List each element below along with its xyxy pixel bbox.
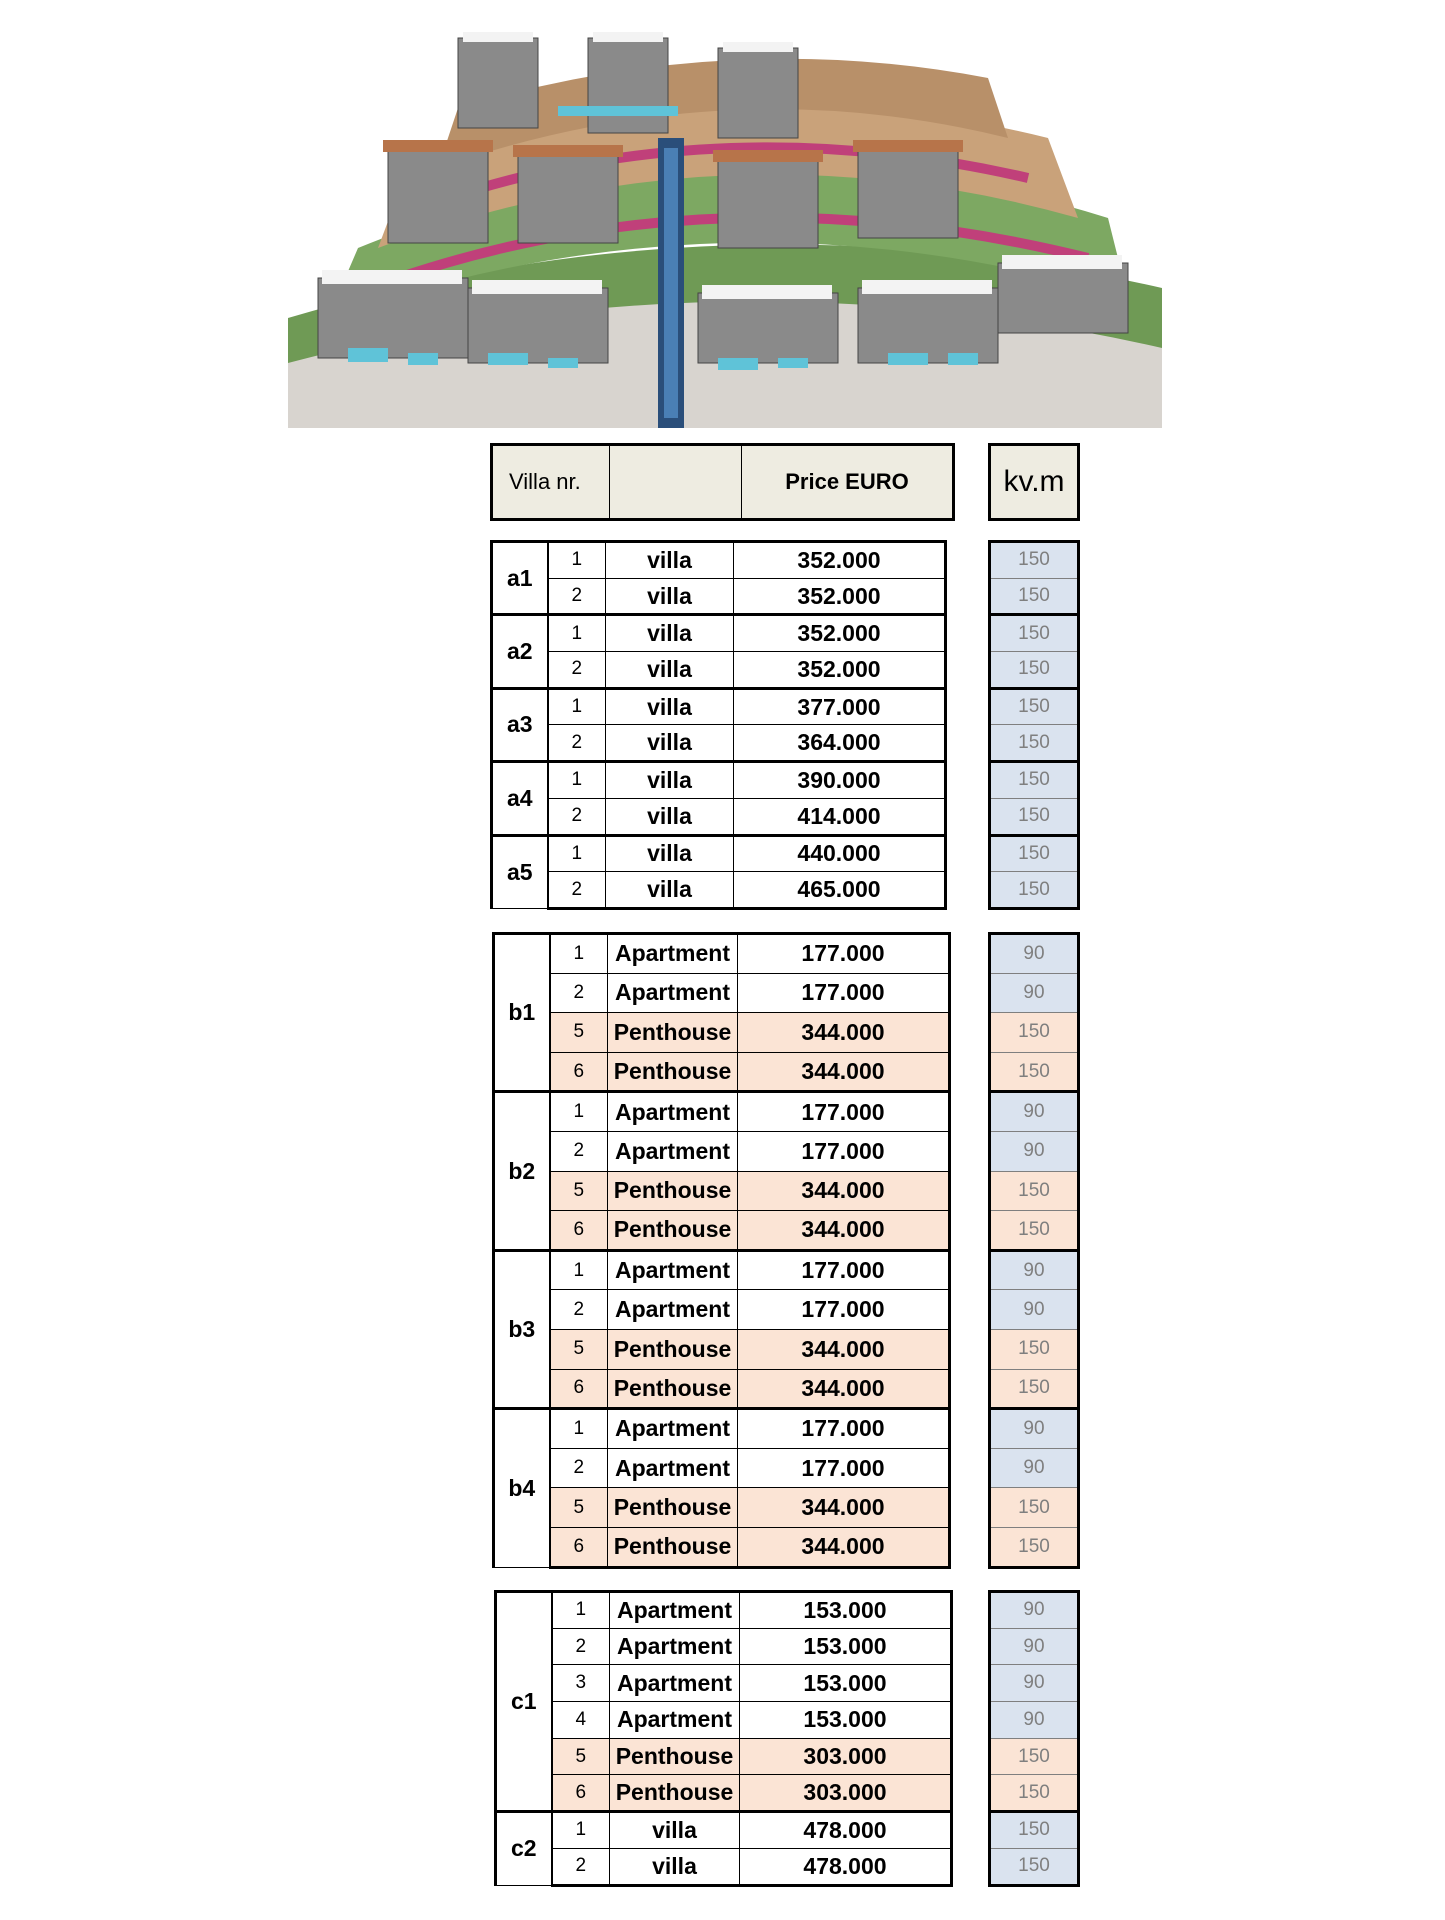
unit-number: 6 <box>550 1211 608 1251</box>
header-price: Price EURO <box>742 445 954 520</box>
header-area: kv.m <box>988 443 1080 521</box>
group-code: b2 <box>494 1092 550 1250</box>
unit-type: villa <box>610 1812 740 1849</box>
unit-number: 2 <box>550 1131 608 1171</box>
unit-type: Apartment <box>608 1250 738 1290</box>
unit-type: Apartment <box>610 1702 740 1739</box>
unit-number: 2 <box>548 652 606 689</box>
unit-price: 364.000 <box>734 725 946 762</box>
unit-number: 5 <box>552 1738 610 1775</box>
table-row <box>494 1250 950 1290</box>
unit-area: 150 <box>990 1052 1079 1092</box>
unit-area: 90 <box>990 1290 1079 1330</box>
unit-number: 6 <box>550 1052 608 1092</box>
area-row <box>990 542 1079 579</box>
unit-area: 90 <box>990 1448 1079 1488</box>
unit-area: 150 <box>990 1738 1079 1775</box>
table-row <box>492 615 946 652</box>
area-row <box>990 1131 1079 1171</box>
unit-type: villa <box>606 835 734 872</box>
unit-type: Penthouse <box>608 1211 738 1251</box>
table-row <box>496 1738 952 1775</box>
unit-area: 150 <box>990 1329 1079 1369</box>
area-row <box>990 1013 1079 1053</box>
unit-price: 153.000 <box>740 1665 952 1702</box>
area-section-3 <box>988 1590 1080 1887</box>
table-row <box>496 1702 952 1739</box>
unit-price: 478.000 <box>740 1848 952 1885</box>
table-row <box>496 1848 952 1885</box>
unit-number: 5 <box>550 1171 608 1211</box>
unit-area: 150 <box>990 835 1079 872</box>
group-code: a5 <box>492 835 548 908</box>
unit-number: 2 <box>548 725 606 762</box>
unit-area: 150 <box>990 1848 1079 1885</box>
unit-type: villa <box>606 542 734 579</box>
area-row <box>990 1092 1079 1132</box>
table-row <box>494 934 950 974</box>
table-row <box>492 872 946 909</box>
unit-type: Apartment <box>608 1409 738 1449</box>
unit-price: 344.000 <box>738 1329 950 1369</box>
unit-number: 1 <box>550 1250 608 1290</box>
table-row <box>494 1131 950 1171</box>
area-row <box>990 615 1079 652</box>
unit-type: Penthouse <box>608 1369 738 1409</box>
unit-area: 150 <box>990 798 1079 835</box>
unit-type: Apartment <box>608 1131 738 1171</box>
area-row <box>990 1409 1079 1449</box>
area-row <box>990 1592 1079 1629</box>
area-row <box>990 1250 1079 1290</box>
unit-type: Apartment <box>608 934 738 974</box>
unit-price: 177.000 <box>738 973 950 1013</box>
unit-number: 1 <box>548 762 606 799</box>
group-code: a3 <box>492 688 548 761</box>
unit-price: 303.000 <box>740 1738 952 1775</box>
unit-price: 352.000 <box>734 542 946 579</box>
unit-area: 90 <box>990 1131 1079 1171</box>
unit-number: 6 <box>550 1369 608 1409</box>
unit-area: 150 <box>990 1369 1079 1409</box>
unit-area: 150 <box>990 1775 1079 1812</box>
table-row <box>496 1775 952 1812</box>
table-row <box>492 798 946 835</box>
group-code: b1 <box>494 934 550 1092</box>
table-row <box>494 1329 950 1369</box>
group-code: a4 <box>492 762 548 835</box>
unit-number: 5 <box>550 1488 608 1528</box>
unit-number: 2 <box>550 973 608 1013</box>
table-row <box>494 1171 950 1211</box>
unit-type: Apartment <box>610 1592 740 1629</box>
unit-number: 1 <box>548 615 606 652</box>
unit-price: 177.000 <box>738 1448 950 1488</box>
area-section-2 <box>988 932 1080 1569</box>
area-row <box>990 1848 1079 1885</box>
unit-area: 90 <box>990 1250 1079 1290</box>
unit-number: 5 <box>550 1013 608 1053</box>
unit-price: 344.000 <box>738 1052 950 1092</box>
area-row <box>990 688 1079 725</box>
table-row <box>494 1448 950 1488</box>
unit-area: 150 <box>990 1013 1079 1053</box>
unit-price: 177.000 <box>738 1250 950 1290</box>
unit-price: 153.000 <box>740 1702 952 1739</box>
group-code: c2 <box>496 1812 552 1885</box>
unit-price: 344.000 <box>738 1013 950 1053</box>
unit-area: 90 <box>990 973 1079 1013</box>
unit-type: villa <box>606 798 734 835</box>
unit-price: 177.000 <box>738 1092 950 1132</box>
area-row <box>990 1329 1079 1369</box>
area-row <box>990 1290 1079 1330</box>
unit-area: 90 <box>990 1628 1079 1665</box>
header-villa-nr: Villa nr. <box>492 445 610 520</box>
unit-number: 3 <box>552 1665 610 1702</box>
unit-number: 1 <box>548 688 606 725</box>
table-row <box>494 1488 950 1528</box>
table-row <box>494 1369 950 1409</box>
unit-type: Penthouse <box>610 1738 740 1775</box>
unit-price: 344.000 <box>738 1171 950 1211</box>
unit-price: 153.000 <box>740 1592 952 1629</box>
area-row <box>990 798 1079 835</box>
unit-type: Penthouse <box>608 1013 738 1053</box>
unit-number: 2 <box>548 578 606 615</box>
group-code: a1 <box>492 542 548 615</box>
unit-price: 177.000 <box>738 934 950 974</box>
unit-type: villa <box>606 725 734 762</box>
table-row <box>494 1409 950 1449</box>
unit-area: 150 <box>990 1211 1079 1251</box>
unit-number: 2 <box>552 1628 610 1665</box>
unit-number: 1 <box>550 1409 608 1449</box>
area-row <box>990 872 1079 909</box>
area-row <box>990 835 1079 872</box>
area-row <box>990 1775 1079 1812</box>
unit-type: villa <box>606 688 734 725</box>
unit-number: 1 <box>550 1092 608 1132</box>
unit-number: 6 <box>552 1775 610 1812</box>
price-section-1 <box>490 540 947 910</box>
price-section-2 <box>492 932 951 1569</box>
unit-price: 414.000 <box>734 798 946 835</box>
unit-price: 153.000 <box>740 1628 952 1665</box>
unit-type: Penthouse <box>608 1329 738 1369</box>
unit-area: 150 <box>990 872 1079 909</box>
table-row <box>496 1592 952 1629</box>
group-code: c1 <box>496 1592 552 1812</box>
table-row <box>494 1211 950 1251</box>
complex-rendering <box>288 18 1162 428</box>
unit-price: 390.000 <box>734 762 946 799</box>
unit-type: villa <box>606 578 734 615</box>
unit-price: 344.000 <box>738 1527 950 1567</box>
table-row <box>494 1052 950 1092</box>
unit-area: 150 <box>990 615 1079 652</box>
unit-number: 1 <box>548 542 606 579</box>
unit-number: 2 <box>550 1290 608 1330</box>
unit-number: 4 <box>552 1702 610 1739</box>
area-row <box>990 1527 1079 1567</box>
unit-area: 150 <box>990 1527 1079 1567</box>
unit-type: Apartment <box>608 1290 738 1330</box>
unit-number: 1 <box>552 1592 610 1629</box>
table-row <box>492 725 946 762</box>
group-code: b4 <box>494 1409 550 1567</box>
unit-area: 150 <box>990 762 1079 799</box>
price-table-header <box>490 443 955 521</box>
unit-number: 2 <box>552 1848 610 1885</box>
unit-number: 6 <box>550 1527 608 1567</box>
area-row <box>990 934 1079 974</box>
unit-type: Penthouse <box>608 1171 738 1211</box>
area-row <box>990 1665 1079 1702</box>
area-row <box>990 725 1079 762</box>
unit-price: 465.000 <box>734 872 946 909</box>
unit-number: 1 <box>548 835 606 872</box>
unit-type: Apartment <box>608 1092 738 1132</box>
unit-type: Penthouse <box>608 1488 738 1528</box>
area-row <box>990 1702 1079 1739</box>
unit-type: villa <box>606 872 734 909</box>
unit-area: 150 <box>990 1488 1079 1528</box>
header-type <box>610 445 742 520</box>
unit-type: Penthouse <box>610 1775 740 1812</box>
unit-price: 177.000 <box>738 1290 950 1330</box>
table-row <box>492 688 946 725</box>
unit-price: 377.000 <box>734 688 946 725</box>
table-row <box>496 1628 952 1665</box>
unit-type: villa <box>606 652 734 689</box>
unit-area: 90 <box>990 934 1079 974</box>
unit-type: Apartment <box>608 973 738 1013</box>
unit-type: Penthouse <box>608 1527 738 1567</box>
unit-price: 177.000 <box>738 1409 950 1449</box>
unit-number: 2 <box>548 872 606 909</box>
table-row <box>496 1812 952 1849</box>
area-row <box>990 1628 1079 1665</box>
price-section-3 <box>494 1590 953 1887</box>
table-row <box>494 1092 950 1132</box>
unit-area: 90 <box>990 1665 1079 1702</box>
area-row <box>990 652 1079 689</box>
unit-type: villa <box>610 1848 740 1885</box>
unit-area: 90 <box>990 1592 1079 1629</box>
unit-type: Apartment <box>610 1665 740 1702</box>
unit-number: 1 <box>550 934 608 974</box>
unit-area: 150 <box>990 688 1079 725</box>
table-row <box>492 652 946 689</box>
group-code: b3 <box>494 1250 550 1408</box>
group-code: a2 <box>492 615 548 688</box>
table-row <box>492 762 946 799</box>
table-row <box>492 578 946 615</box>
unit-price: 478.000 <box>740 1812 952 1849</box>
area-row <box>990 1052 1079 1092</box>
unit-area: 150 <box>990 725 1079 762</box>
unit-price: 344.000 <box>738 1211 950 1251</box>
unit-area: 150 <box>990 1171 1079 1211</box>
unit-type: Apartment <box>608 1448 738 1488</box>
area-row <box>990 762 1079 799</box>
area-row <box>990 1488 1079 1528</box>
area-row <box>990 1171 1079 1211</box>
area-row <box>990 1448 1079 1488</box>
area-row <box>990 1369 1079 1409</box>
table-row <box>494 1013 950 1053</box>
unit-price: 344.000 <box>738 1369 950 1409</box>
unit-price: 303.000 <box>740 1775 952 1812</box>
unit-number: 2 <box>550 1448 608 1488</box>
unit-price: 177.000 <box>738 1131 950 1171</box>
unit-number: 2 <box>548 798 606 835</box>
area-section-1 <box>988 540 1080 910</box>
unit-type: villa <box>606 615 734 652</box>
unit-price: 352.000 <box>734 652 946 689</box>
table-row <box>494 973 950 1013</box>
unit-price: 352.000 <box>734 578 946 615</box>
unit-number: 5 <box>550 1329 608 1369</box>
unit-type: Penthouse <box>608 1052 738 1092</box>
table-row <box>496 1665 952 1702</box>
area-row <box>990 578 1079 615</box>
unit-area: 150 <box>990 542 1079 579</box>
unit-area: 150 <box>990 578 1079 615</box>
unit-area: 90 <box>990 1702 1079 1739</box>
unit-area: 90 <box>990 1092 1079 1132</box>
unit-type: Apartment <box>610 1628 740 1665</box>
unit-price: 440.000 <box>734 835 946 872</box>
unit-area: 150 <box>990 652 1079 689</box>
area-row <box>990 973 1079 1013</box>
area-row <box>990 1211 1079 1251</box>
area-row <box>990 1812 1079 1849</box>
unit-area: 150 <box>990 1812 1079 1849</box>
table-row <box>492 542 946 579</box>
unit-price: 352.000 <box>734 615 946 652</box>
table-row <box>494 1527 950 1567</box>
unit-number: 1 <box>552 1812 610 1849</box>
unit-price: 344.000 <box>738 1488 950 1528</box>
unit-area: 90 <box>990 1409 1079 1449</box>
table-row <box>494 1290 950 1330</box>
table-row <box>492 835 946 872</box>
unit-type: villa <box>606 762 734 799</box>
area-row <box>990 1738 1079 1775</box>
